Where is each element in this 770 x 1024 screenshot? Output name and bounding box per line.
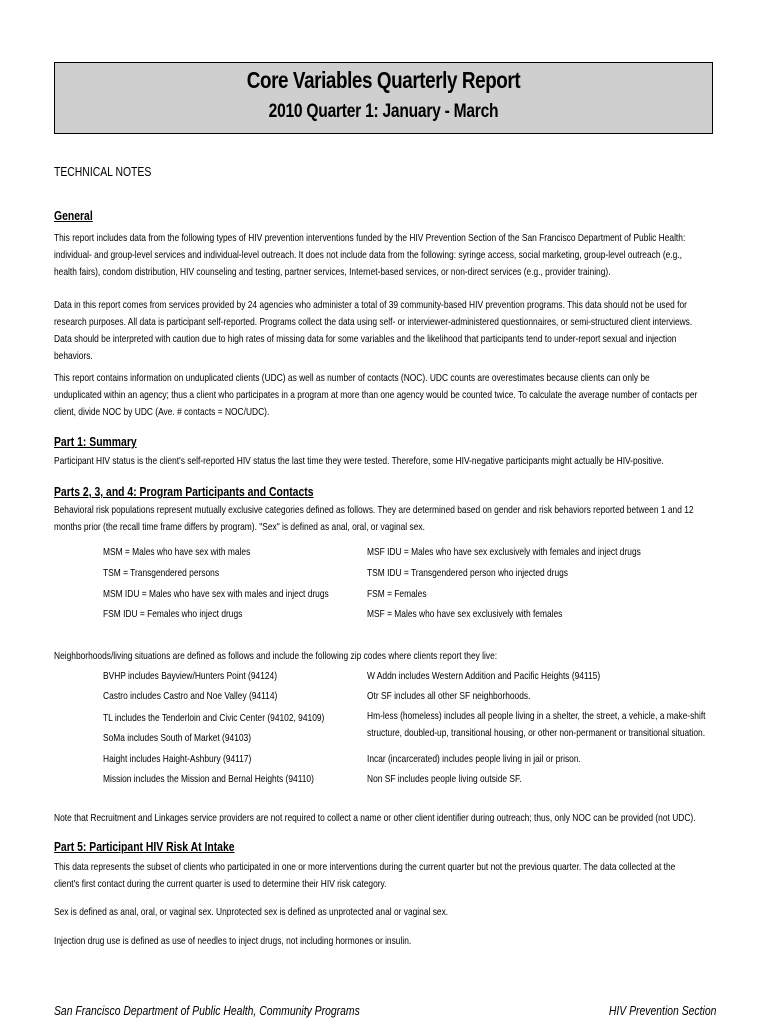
footer-right: HIV Prevention Section xyxy=(608,1003,716,1018)
risk-item: MSM IDU = Males who have sex with males and inject drugs xyxy=(103,588,329,600)
neighborhood-item: SoMa includes South of Market (94103) xyxy=(103,732,252,744)
risk-item: FSM IDU = Females who inject drugs xyxy=(103,608,243,620)
part234-text: Behavioral risk populations represent mutually exclusive categories defined as follows. They are determined based on gender and risk behaviors reported between 1 and 12 months prior (the recall time frame differs by program). "Sex" is defined as anal, oral, or vaginal sex. xyxy=(54,504,694,533)
report-subtitle: 2010 Quarter 1: January - March xyxy=(268,101,499,122)
risk-item: MSF IDU = Males who have sex exclusively with females and inject drugs xyxy=(367,546,641,558)
outreach-note: Note that Recruitment and Linkages service providers are not required to collect a name or other client identifier during outreach; thus, only NOC can be provided (not UDC). xyxy=(54,812,696,824)
neighborhood-item: structure, doubled-up, transitional housing, or other non-permanent or transitional situation. xyxy=(367,727,706,739)
risk-item: TSM IDU = Transgendered person who injected drugs xyxy=(367,567,569,579)
neighborhood-item: Castro includes Castro and Noe Valley (94114) xyxy=(103,690,278,702)
report-header xyxy=(54,62,713,134)
general-paragraph-1: This report includes data from the following types of HIV prevention interventions funded by the HIV Prevention Section of the San Francisco Department of Public Health: individual- and group-level services and individual-level outreach. It does not include data from the following: syringe access, social marketing, group-level outreach (e.g., health fairs), condom distribution, HIV counseling and testing, partner services, Internet-based services, or non-direct services (e.g., provider training). xyxy=(54,232,686,278)
neighborhood-item: TL includes the Tenderloin and Civic Center (94102, 94109) xyxy=(103,712,325,724)
neighborhood-item: Mission includes the Mission and Bernal Heights (94110) xyxy=(103,773,314,785)
neighborhood-item: Non SF includes people living outside SF. xyxy=(367,773,522,785)
general-paragraph-3: This report contains information on unduplicated clients (UDC) as well as number of contacts (NOC). UDC counts are overestimates because clients can only be unduplicated within an agency; thus a client who participates in a program at more than one agency would be counted twice. To calculate the average number of contacts per client, divide NOC by UDC (Ave. # contacts = NOC/UDC). xyxy=(54,372,698,418)
risk-item: MSF = Males who have sex exclusively with females xyxy=(367,608,563,620)
part5-text: This data represents the subset of clients who participated in one or more interventions during the current quarter but not the previous quarter. The data collected at the client's first contact during the current quarter is used to determine their HIV risk category. xyxy=(54,861,676,890)
general-heading: General xyxy=(54,208,93,223)
neighborhood-item: Otr SF includes all other SF neighborhoods. xyxy=(367,690,531,702)
idu-definition: Injection drug use is defined as use of needles to inject drugs, not including hormones or insulin. xyxy=(54,935,412,947)
neighborhood-item: Haight includes Haight-Ashbury (94117) xyxy=(103,753,252,765)
technical-notes-label: TECHNICAL NOTES xyxy=(54,164,152,179)
neighborhood-item: Hm-less (homeless) includes all people living in a shelter, the street, a vehicle, a make-shift xyxy=(367,710,706,722)
neighborhood-item: W Addn includes Western Addition and Pacific Heights (94115) xyxy=(367,670,601,682)
sex-definition: Sex is defined as anal, oral, or vaginal sex. Unprotected sex is defined as unprotected anal or vaginal sex. xyxy=(54,906,449,918)
part5-heading: Part 5: Participant HIV Risk At Intake xyxy=(54,839,235,854)
risk-item: FSM = Females xyxy=(367,588,427,600)
general-paragraph-2: Data in this report comes from services provided by 24 agencies who administer a total of 39 community-based HIV prevention programs. This data should not be used for research purposes. All data is participant self-reported. Programs collect the data using self- or interviewer-administered questionnaires, or semi-structured client interviews. Data should be interpreted with caution due to high rates of missing data for some variables and the likelihood that participants tend to under-report sexual and injection behaviors. xyxy=(54,299,693,362)
neighborhood-intro: Neighborhoods/living situations are defined as follows and include the following zip codes where clients report they live: xyxy=(54,650,498,662)
neighborhood-item: BVHP includes Bayview/Hunters Point (94124) xyxy=(103,670,278,682)
part1-heading: Part 1: Summary xyxy=(54,434,137,449)
risk-item: MSM = Males who have sex with males xyxy=(103,546,251,558)
part234-heading: Parts 2, 3, and 4: Program Participants and Contacts xyxy=(54,484,314,499)
footer-left: San Francisco Department of Public Health, Community Programs xyxy=(54,1003,360,1018)
part1-text: Participant HIV status is the client's self-reported HIV status the last time they were tested. Therefore, some HIV-negative participants might actually be HIV-positive. xyxy=(54,455,664,467)
report-title: Core Variables Quarterly Report xyxy=(246,67,521,93)
neighborhood-item: Incar (incarcerated) includes people living in jail or prison. xyxy=(367,753,581,765)
risk-item: TSM = Transgendered persons xyxy=(103,567,220,579)
